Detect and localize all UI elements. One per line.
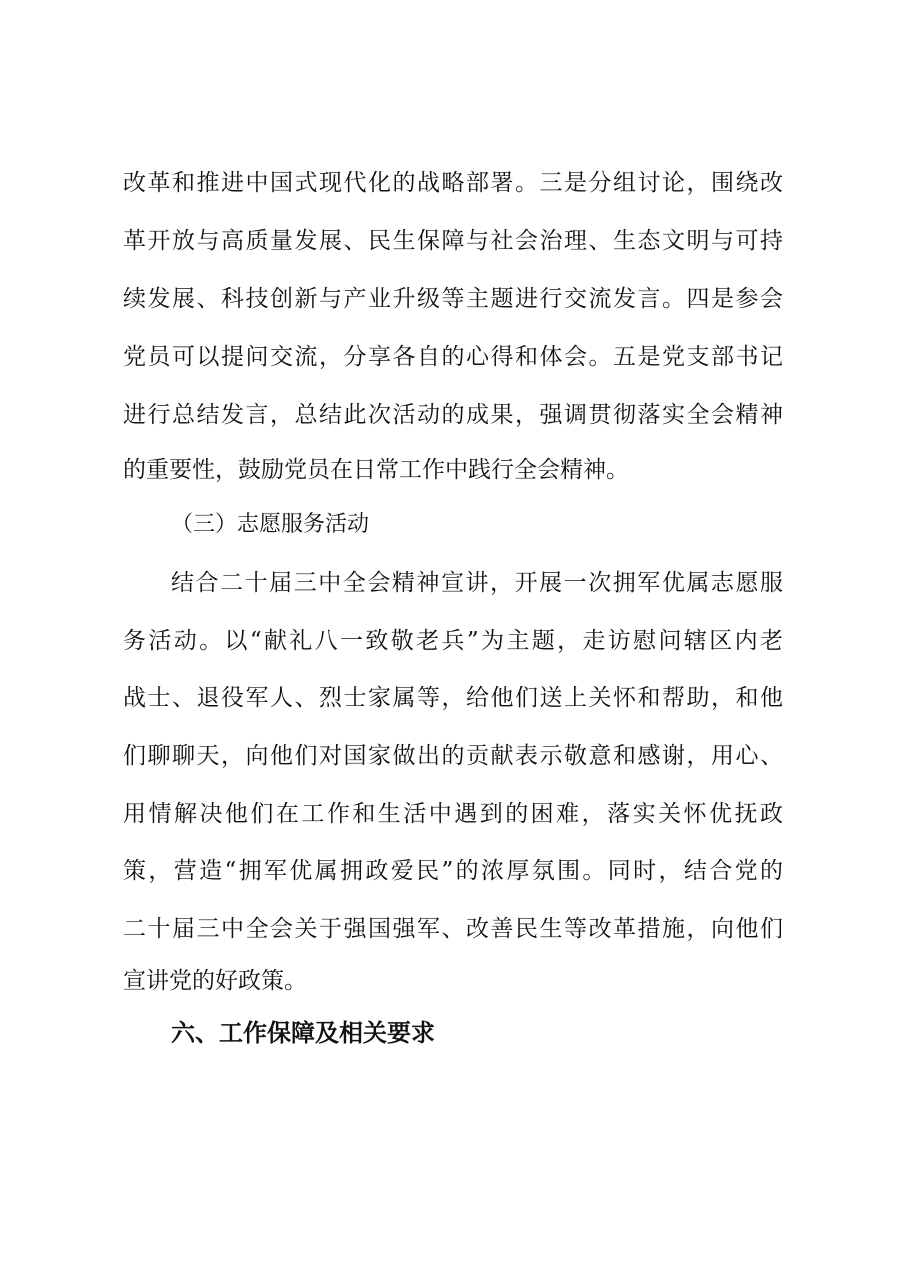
paragraph-line: 革开放与高质量发展、民生保障与社会治理、生态文明与可持 xyxy=(123,228,783,254)
paragraph-line: 们聊聊天，向他们对国家做出的贡献表示敬意和感谢，用心、 xyxy=(123,743,783,769)
section-subheading: （三）志愿服务活动 xyxy=(171,512,370,537)
section-heading: 六、工作保障及相关要求 xyxy=(171,1019,435,1047)
paragraph-line: 党员可以提问交流，分享各自的心得和体会。五是党支部书记 xyxy=(123,344,783,370)
paragraph-line: 二十届三中全会关于强国强军、改善民生等改革措施，向他们 xyxy=(123,916,783,942)
paragraph-line: 战士、退役军人、烈士家属等，给他们送上关怀和帮助，和他 xyxy=(123,685,783,711)
paragraph-line: 改革和推进中国式现代化的战略部署。三是分组讨论，围绕改 xyxy=(123,170,783,196)
paragraph-line: 进行总结发言，总结此次活动的成果，强调贯彻落实全会精神 xyxy=(123,402,783,428)
paragraph-line: 策，营造“拥军优属拥政爱民”的浓厚氛围。同时，结合党的 xyxy=(123,858,783,884)
paragraph-line: 续发展、科技创新与产业升级等主题进行交流发言。四是参会 xyxy=(123,286,783,312)
paragraph-line: 的重要性，鼓励党员在日常工作中践行全会精神。 xyxy=(123,457,629,483)
paragraph-line: 宣讲党的好政策。 xyxy=(123,968,307,994)
paragraph-line: 用情解决他们在工作和生活中遇到的困难，落实关怀优抚政 xyxy=(123,801,783,827)
paragraph-line: 结合二十届三中全会精神宣讲，开展一次拥军优属志愿服 xyxy=(171,570,783,596)
paragraph-line: 务活动。以“献礼八一致敬老兵”为主题，走访慰问辖区内老 xyxy=(123,628,783,654)
